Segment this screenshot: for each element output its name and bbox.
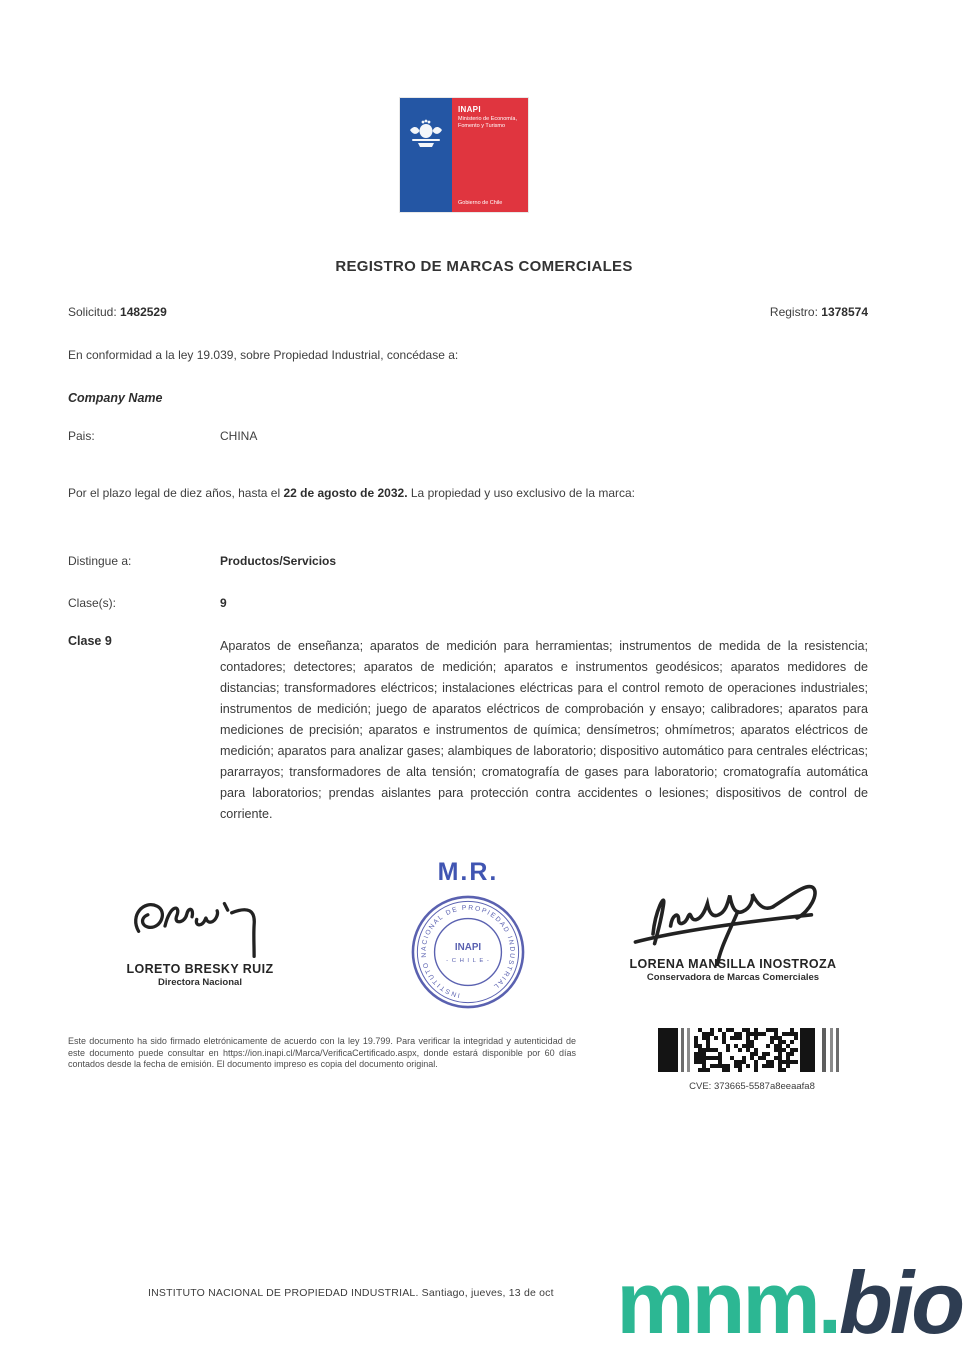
stamp-ring-text: INSTITUTO NACIONAL DE PROPIEDAD INDUSTRIAL [420, 904, 516, 999]
signer-left-name: LORETO BRESKY RUIZ [126, 962, 274, 976]
registro-number: 1378574 [821, 305, 868, 319]
class-9-goods-list: Aparatos de enseñanza; aparatos de medición para herramientas; instrumentos de medida de la resistencia; contadores; detectores; aparatos de medición; aparatos e instrumentos geodésicos; aparatos medidores de distancias; transformadores eléctricos; instalaciones eléctricas para el control remoto de operaciones industriales; instrumentos de medición; juego de aparatos eléctricos de comprobación y ensayo; calibradores; aparatos para mediciones de precisión; aparatos e instrumentos de química; densímetros; ohmímetros; aparatos eléctricos de medición; aparatos para analizar gases; alambiques de laboratorio; dispositivo automático para centrales eléctricas; pararrayos; transformadores de alta tensión; cromatografía de gases para laboratorio; cromatografía automática para laboratorios; prendas aislantes para protección contra accidentes o lesiones; dispositivos de control de corriente. [220, 639, 868, 821]
chile-coat-of-arms-icon [406, 118, 446, 152]
logo-ministry-label: Ministerio de Economía, Fomento y Turismo [458, 116, 517, 129]
footer-issue-line: INSTITUTO NACIONAL DE PROPIEDAD INDUSTRIAL. Santiago, jueves, 13 de oct [148, 1287, 554, 1299]
solicitud-label: Solicitud: [68, 305, 117, 319]
signer-right-title: Conservadora de Marcas Comerciales [646, 972, 820, 983]
cve-code: CVE: 373665-5587a8eeaafa8 [689, 1081, 815, 1092]
signature-left-icon [85, 893, 315, 959]
barcode-icon [654, 1026, 850, 1074]
holder-name: Company Name [68, 391, 163, 405]
mnm-bio-watermark [616, 1253, 962, 1352]
solicitud-number: 1482529 [120, 305, 167, 319]
signer-right-name: LORENA MANSILLA INOSTROZA [629, 957, 837, 971]
clases-label: Clase(s): [68, 596, 117, 610]
term-prefix: Por el plazo legal de diez años, hasta el [68, 486, 284, 500]
conformity-statement: En conformidad a la ley 19.039, sobre Propiedad Industrial, concédase a: [68, 348, 459, 362]
stamp-center-chile: - C H I L E - [446, 957, 490, 964]
logo-government-label: Gobierno de Chile [458, 200, 503, 206]
electronic-signature-notice: Este documento ha sido firmado eletrónicamente de acuerdo con la ley 19.799. Para verificar la integridad y autenticidad de este documento puede consultar en https://ion.inapi.cl/Marca/VerificaCertificado.aspx, donde estará disponible por 60 días contados desde la fecha de emisión. El documento impreso es copia del documento original. [68, 1036, 576, 1069]
distingue-value: Productos/Servicios [220, 554, 337, 568]
inapi-round-stamp-icon [409, 893, 527, 1011]
signature-right-icon [603, 878, 863, 966]
registered-mark-label: M.R. [437, 858, 499, 886]
country-value: CHINA [220, 429, 258, 443]
logo-flag-blue [400, 98, 452, 212]
term-statement [68, 486, 828, 501]
signature-block-left [80, 893, 320, 988]
logo-text-panel [452, 98, 528, 212]
term-expiry-date: 22 de agosto de 2032. [283, 486, 408, 500]
distingue-label: Distingue a: [68, 554, 132, 568]
registro-field [770, 305, 868, 320]
document-title: REGISTRO DE MARCAS COMERCIALES [335, 258, 633, 275]
registro-label: Registro: [769, 305, 818, 319]
stamp-center-inapi: INAPI [454, 942, 482, 954]
verification-barcode-block [652, 1026, 852, 1092]
solicitud-field [68, 305, 167, 320]
clases-value: 9 [220, 596, 227, 610]
signature-block-right [598, 878, 868, 983]
inapi-logo [400, 98, 528, 212]
logo-agency-label: INAPI [458, 105, 481, 114]
watermark-mnm: mnm. [616, 1253, 840, 1352]
signer-left-title: Directora Nacional [158, 977, 242, 988]
term-suffix: La propiedad y uso exclusivo de la marca: [407, 486, 636, 500]
class-9-heading: Clase 9 [68, 634, 112, 648]
official-seal-block [398, 858, 538, 1016]
watermark-bio: bio [839, 1253, 962, 1352]
country-label: Pais: [68, 429, 95, 443]
